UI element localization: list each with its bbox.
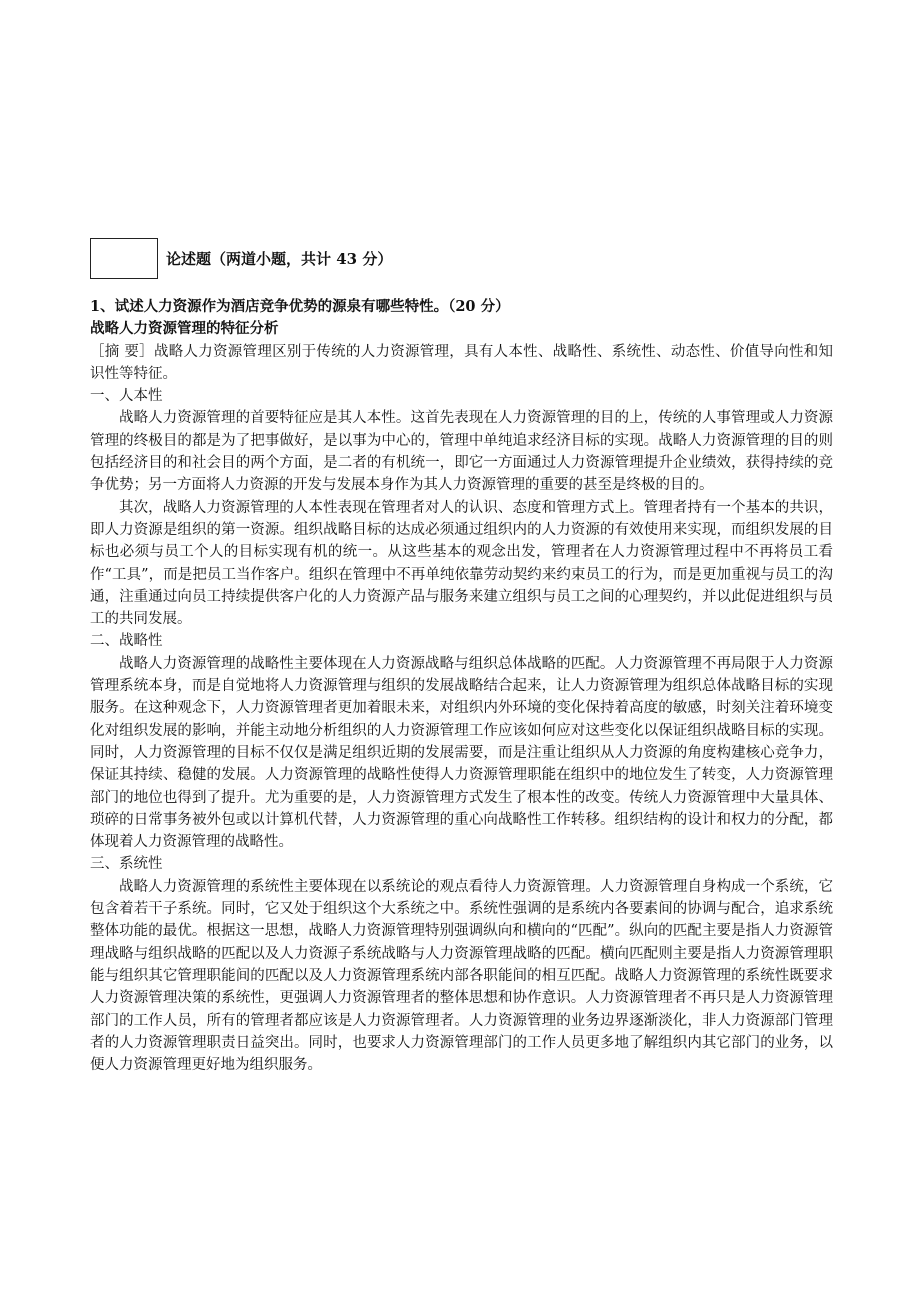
heading-2: 二、战略性 xyxy=(90,633,163,650)
heading-1: 一、人本性 xyxy=(90,388,163,405)
abstract: ［摘 要］战略人力资源管理区别于传统的人力资源管理，具有人本性、战略性、系统性、动态性、价值导向性和知识性等特征。 xyxy=(90,343,833,382)
heading-3: 三、系统性 xyxy=(90,856,163,873)
paragraph: 其次，战略人力资源管理的人本性表现在管理者对人的认识、态度和管理方式上。管理者持有一个基本的共识，即人力资源是组织的第一资源。组织战略目标的达成必须通过组织内的人力资源的有效使用来实现，而组织发展的目标也必须与员工个人的目标实现有机的统一。从这些基本的观念出发，管理者在人力资源管理过程中不再将员工看作“工具”，而是把员工当作客户。组织在管理中不再单纯依靠劳动契约来约束员工的行为，而是更加重视与员工的沟通，注重通过向员工持续提供客户化的人力资源产品与服务来建立组织与员工之间的心理契约，并以此促进组织与员工的共同发展。 xyxy=(90,499,833,628)
paragraph: 战略人力资源管理的首要特征应是其人本性。这首先表现在人力资源管理的目的上，传统的人事管理或人力资源管理的终极目的都是为了把事做好，是以事为中心的，管理中单纯追求经济目标的实现。战略人力资源管理的目的则包括经济目的和社会目的两个方面，是二者的有机统一，即它一方面通过人力资源管理提升企业绩效，获得持续的竞争优势；另一方面将人力资源的开发与发展本身作为其人力资源管理的重要的甚至是终极的目的。 xyxy=(90,410,833,494)
section-title: 论述题（两道小题，共计 43 分） xyxy=(166,250,393,268)
paragraph: 战略人力资源管理的战略性主要体现在人力资源战略与组织总体战略的匹配。人力资源管理不再局限于人力资源管理系统本身，而是自觉地将人力资源管理与组织的发展战略结合起来，让人力资源管理为组织总体战略目标的实现服务。在这种观念下，人力资源管理者更加着眼未来，对组织内外环境的变化保持着高度的敏感，时刻关注着环境变化对组织发展的影响，并能主动地分析组织的人力资源管理工作应该如何应对这些变化以保证组织战略目标的实现。同时，人力资源管理的目标不仅仅是满足组织近期的发展需要，而是注重让组织从人力资源的角度构建核心竞争力，保证其持续、稳健的发展。人力资源管理的战略性使得人力资源管理职能在组织中的地位发生了转变，人力资源管理部门的地位也得到了提升。尤为重要的是，人力资源管理方式发生了根本性的改变。传统人力资源管理中大量具体、琐碎的日常事务被外包或以计算机代替，人力资源管理的重心向战略性工作转移。组织结构的设计和权力的分配，都体现着人力资源管理的战略性。 xyxy=(90,655,833,851)
score-box xyxy=(90,238,158,279)
article-title: 战略人力资源管理的特征分析 xyxy=(90,320,279,338)
document-body xyxy=(90,296,833,1076)
paragraph: 战略人力资源管理的系统性主要体现在以系统论的观点看待人力资源管理。人力资源管理自身构成一个系统，它包含着若干子系统。同时，它又处于组织这个大系统之中。系统性强调的是系统内各要素间的协调与配合，追求系统整体功能的最优。根据这一思想，战略人力资源管理特别强调纵向和横向的“匹配”。纵向的匹配主要是指人力资源管理战略与组织战略的匹配以及人力资源子系统战略与人力资源管理战略的匹配。横向匹配则主要是指人力资源管理职能与组织其它管理职能间的匹配以及人力资源管理系统内部各职能间的相互匹配。战略人力资源管理的系统性既要求人力资源管理决策的系统性，更强调人力资源管理者的整体思想和协作意识。人力资源管理者不再只是人力资源管理部门的工作人员，所有的管理者都应该是人力资源管理者。人力资源管理的业务边界逐渐淡化，非人力资源部门管理者的人力资源管理职责日益突出。同时，也要求人力资源管理部门的工作人员更多地了解组织内其它部门的业务，以便人力资源管理更好地为组织服务。 xyxy=(90,878,833,1074)
question-text: 1、试述人力资源作为酒店竞争优势的源泉有哪些特性。（20 分） xyxy=(90,298,510,315)
